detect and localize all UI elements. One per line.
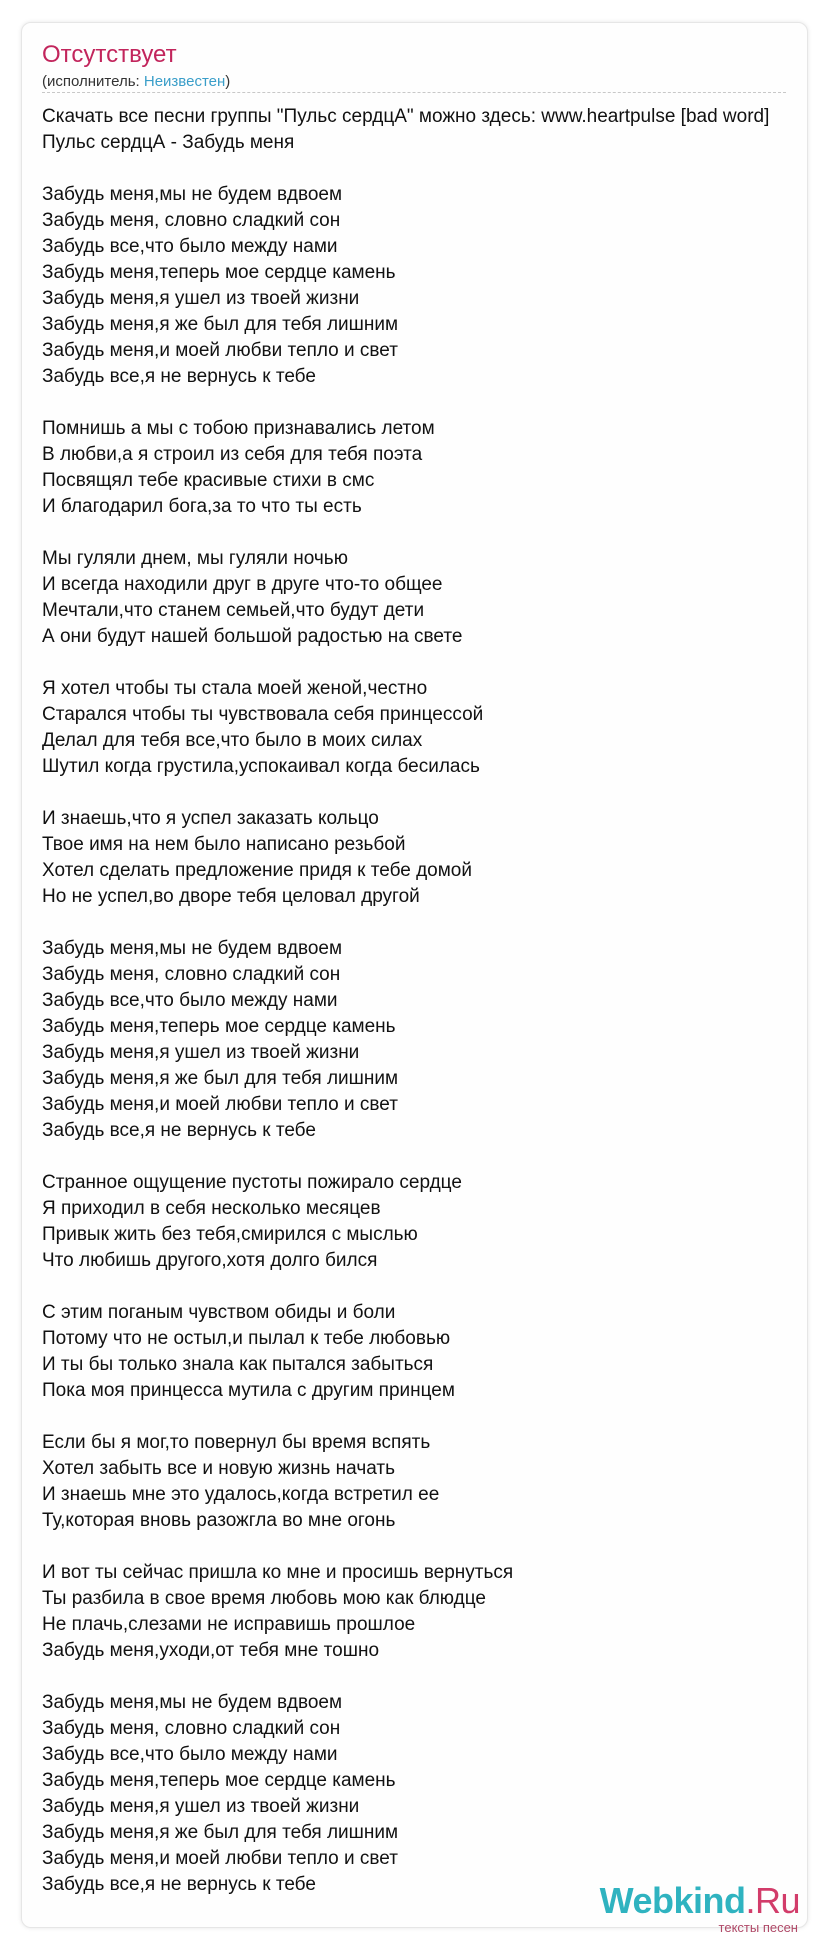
lyric-line: Забудь все,что было между нами: [42, 990, 338, 1011]
site-logo[interactable]: [599, 1880, 800, 1940]
lyric-line: Я приходил в себя несколько месяцев: [42, 1198, 381, 1219]
lyric-line: Забудь все,я не вернусь к тебе: [42, 1120, 316, 1141]
stanza-gap: [42, 1664, 828, 1690]
lyric-line: Забудь меня,я ушел из твоей жизни: [42, 1042, 360, 1063]
lyric-line: С этим поганым чувством обиды и боли: [42, 1302, 396, 1323]
intro-line: Скачать все песни группы "Пульс сердцА" можно здесь: www.heartpulse [bad word]: [42, 106, 770, 127]
song-title: Отсутствует: [42, 41, 177, 68]
lyric-line: Мы гуляли днем, мы гуляли ночью: [42, 548, 348, 569]
lyric-line: В любви,а я строил из себя для тебя поэта: [42, 444, 423, 465]
lyric-line: Помнишь а мы с тобою признавались летом: [42, 418, 435, 439]
lyric-line: Ту,которая вновь разожгла во мне огонь: [42, 1510, 396, 1531]
lyric-line: Хотел забыть все и новую жизнь начать: [42, 1458, 395, 1479]
lyric-line: И всегда находили друг в друге что-то общее: [42, 574, 443, 595]
lyrics-body: [42, 104, 828, 1898]
lyric-line: Старался чтобы ты чувствовала себя принцессой: [42, 704, 484, 725]
stanza-gap: [42, 1274, 828, 1300]
stanza-gap: [42, 1404, 828, 1430]
lyric-line: Забудь меня,теперь мое сердце камень: [42, 1770, 396, 1791]
lyric-line: Забудь меня,и моей любви тепло и свет: [42, 1848, 398, 1869]
stanza-gap: [42, 156, 828, 182]
lyric-line: Странное ощущение пустоты пожирало сердце: [42, 1172, 462, 1193]
lyric-line: Забудь все,я не вернусь к тебе: [42, 1874, 316, 1895]
lyric-line: Забудь меня,и моей любви тепло и свет: [42, 340, 398, 361]
lyric-line: Пока моя принцесса мутила с другим принцем: [42, 1380, 455, 1401]
lyric-line: Я хотел чтобы ты стала моей женой,честно: [42, 678, 428, 699]
logo-wordmark: [600, 1880, 800, 1922]
lyric-line: Мечтали,что станем семьей,что будут дети: [42, 600, 425, 621]
lyric-line: Хотел сделать предложение придя к тебе домой: [42, 860, 472, 881]
lyric-line: Забудь меня,теперь мое сердце камень: [42, 1016, 396, 1037]
lyric-line: И благодарил бога,за то что ты есть: [42, 496, 362, 517]
lyric-line: Забудь меня,и моей любви тепло и свет: [42, 1094, 398, 1115]
lyric-line: Забудь меня,я ушел из твоей жизни: [42, 288, 360, 309]
lyric-line: Делал для тебя все,что было в моих силах: [42, 730, 423, 751]
stanza-gap: [42, 780, 828, 806]
lyric-line: Привык жить без тебя,смирился с мыслью: [42, 1224, 418, 1245]
logo-tld: .Ru: [745, 1880, 800, 1921]
lyric-line: А они будут нашей большой радостью на свете: [42, 626, 463, 647]
lyric-line: Забудь меня,я же был для тебя лишним: [42, 1822, 399, 1843]
performer-prefix: (исполнитель:: [42, 73, 144, 90]
lyric-line: Забудь все,что было между нами: [42, 1744, 338, 1765]
lyric-line: И знаешь,что я успел заказать кольцо: [42, 808, 379, 829]
lyric-line: Забудь меня,мы не будем вдвоем: [42, 184, 343, 205]
lyric-line: Если бы я мог,то повернул бы время вспять: [42, 1432, 431, 1453]
performer-suffix: ): [225, 73, 231, 90]
artist-link[interactable]: Неизвестен: [143, 73, 226, 90]
lyric-line: Забудь меня,я ушел из твоей жизни: [42, 1796, 360, 1817]
header-divider: [42, 92, 786, 93]
stanza-gap: [42, 520, 828, 546]
logo-tagline: тексты песен: [718, 1920, 798, 1935]
lyric-line: Ты разбила в свое время любовь мою как блюдце: [42, 1588, 486, 1609]
lyric-line: Не плачь,слезами не исправишь прошлое: [42, 1614, 416, 1635]
lyric-line: Забудь все,я не вернусь к тебе: [42, 366, 316, 387]
lyric-line: Что любишь другого,хотя долго бился: [42, 1250, 378, 1271]
lyric-line: Забудь меня, словно сладкий сон: [42, 1718, 341, 1739]
lyric-line: Забудь все,что было между нами: [42, 236, 338, 257]
performer-line: [42, 73, 230, 90]
lyric-line: Потому что не остыл,и пылал к тебе любовью: [42, 1328, 451, 1349]
stanza-gap: [42, 1534, 828, 1560]
stanza-gap: [42, 1144, 828, 1170]
lyric-line: Забудь меня,я же был для тебя лишним: [42, 314, 399, 335]
lyric-line: Забудь меня,уходи,от тебя мне тошно: [42, 1640, 380, 1661]
stanza-gap: [42, 650, 828, 676]
lyric-line: Забудь меня,мы не будем вдвоем: [42, 1692, 343, 1713]
lyric-line: И вот ты сейчас пришла ко мне и просишь вернуться: [42, 1562, 514, 1583]
lyric-line: Посвящял тебе красивые стихи в смс: [42, 470, 375, 491]
lyric-line: И знаешь мне это удалось,когда встретил ее: [42, 1484, 440, 1505]
lyric-line: Забудь меня,теперь мое сердце камень: [42, 262, 396, 283]
intro-line: Пульс сердцА - Забудь меня: [42, 132, 295, 153]
lyric-line: Но не успел,во дворе тебя целовал другой: [42, 886, 420, 907]
lyric-line: Забудь меня, словно сладкий сон: [42, 210, 341, 231]
lyric-line: И ты бы только знала как пытался забыться: [42, 1354, 434, 1375]
stanza-gap: [42, 910, 828, 936]
lyric-line: Шутил когда грустила,успокаивал когда бесилась: [42, 756, 480, 777]
lyric-line: Забудь меня, словно сладкий сон: [42, 964, 341, 985]
stanza-gap: [42, 390, 828, 416]
logo-brand: Webkind: [599, 1880, 746, 1921]
lyric-line: Забудь меня,я же был для тебя лишним: [42, 1068, 399, 1089]
lyric-line: Забудь меня,мы не будем вдвоем: [42, 938, 343, 959]
lyric-line: Твое имя на нем было написано резьбой: [42, 834, 406, 855]
